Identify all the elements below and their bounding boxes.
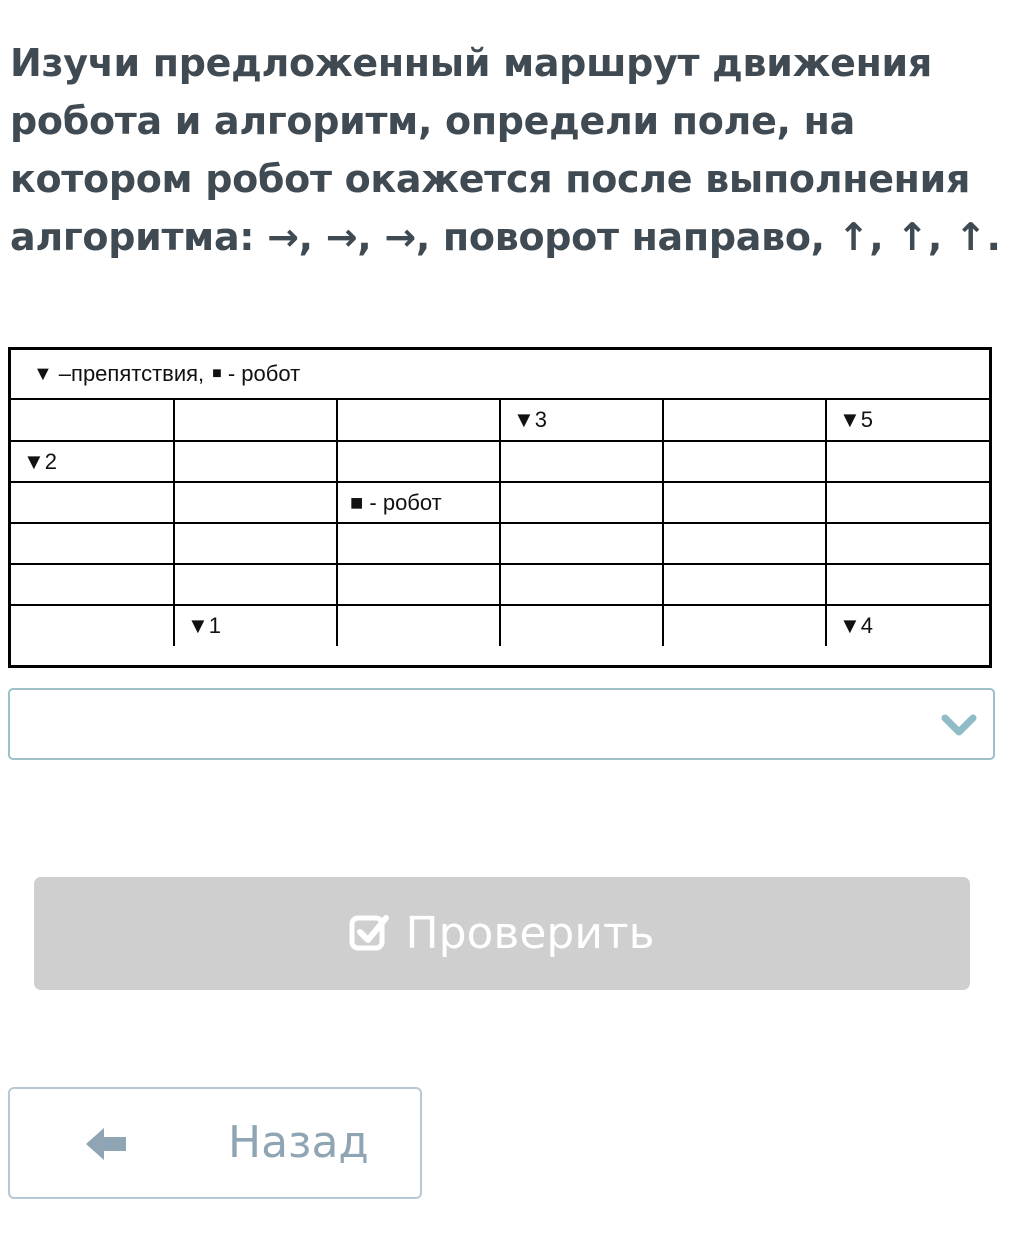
field-cell bbox=[663, 564, 826, 605]
question-text: Изучи предложенный маршрут движения робота и алгоритм, определи поле, на котором робот окажется после выполнения алгоритма: →, →, →, поворот направо, ↑, ↑, ↑. bbox=[10, 41, 1001, 259]
field-cell bbox=[500, 605, 663, 646]
field-cell bbox=[663, 482, 826, 523]
field-cell: ■ - робот bbox=[337, 482, 500, 523]
field-cell bbox=[337, 441, 500, 482]
field-cell bbox=[500, 564, 663, 605]
field-cell bbox=[11, 605, 174, 646]
field-cell: ▼5 bbox=[826, 400, 989, 441]
field-cell bbox=[174, 523, 337, 564]
field-cell bbox=[174, 441, 337, 482]
field-cell bbox=[11, 482, 174, 523]
back-button-label: Назад bbox=[228, 1117, 369, 1168]
field-row bbox=[11, 441, 989, 482]
field-cell: ▼1 bbox=[174, 605, 337, 646]
field-cell bbox=[500, 482, 663, 523]
check-button-label: Проверить bbox=[405, 908, 655, 959]
check-button[interactable] bbox=[34, 877, 970, 990]
field-cell bbox=[826, 482, 989, 523]
field-cell bbox=[826, 564, 989, 605]
field-cell: ▼3 bbox=[500, 400, 663, 441]
field-cell bbox=[11, 564, 174, 605]
field-cell bbox=[337, 400, 500, 441]
field-cell bbox=[174, 482, 337, 523]
field-cell bbox=[663, 400, 826, 441]
field-row bbox=[11, 564, 989, 605]
field-cell bbox=[500, 523, 663, 564]
robot-legend-icon: ■ bbox=[212, 365, 222, 382]
field-row bbox=[11, 523, 989, 564]
field-cell bbox=[663, 605, 826, 646]
field-cell bbox=[11, 523, 174, 564]
field-cell bbox=[11, 400, 174, 441]
answer-dropdown[interactable] bbox=[8, 688, 995, 760]
field-cell bbox=[174, 400, 337, 441]
field-grid bbox=[11, 400, 989, 646]
obstacle-legend-icon: ▼ bbox=[33, 362, 53, 385]
field-cell: ▼4 bbox=[826, 605, 989, 646]
arrow-left-icon bbox=[84, 1125, 128, 1163]
field-cell bbox=[826, 523, 989, 564]
checkbox-check-icon bbox=[349, 910, 391, 952]
obstacle-legend-label: –препятствия, bbox=[58, 361, 205, 386]
field-cell bbox=[663, 523, 826, 564]
field-cell bbox=[826, 441, 989, 482]
field-cell bbox=[174, 564, 337, 605]
field-legend bbox=[11, 350, 989, 400]
field-row bbox=[11, 605, 989, 646]
field-cell: ▼2 bbox=[11, 441, 174, 482]
back-button[interactable] bbox=[8, 1087, 422, 1199]
chevron-down-icon[interactable] bbox=[939, 708, 979, 742]
field-row bbox=[11, 400, 989, 441]
robot-legend-label: - робот bbox=[227, 361, 301, 386]
field-cell bbox=[337, 564, 500, 605]
field-cell bbox=[337, 523, 500, 564]
field-cell bbox=[337, 605, 500, 646]
field-cell bbox=[500, 441, 663, 482]
robot-field-image bbox=[8, 347, 992, 668]
field-cell bbox=[663, 441, 826, 482]
field-row bbox=[11, 482, 989, 523]
